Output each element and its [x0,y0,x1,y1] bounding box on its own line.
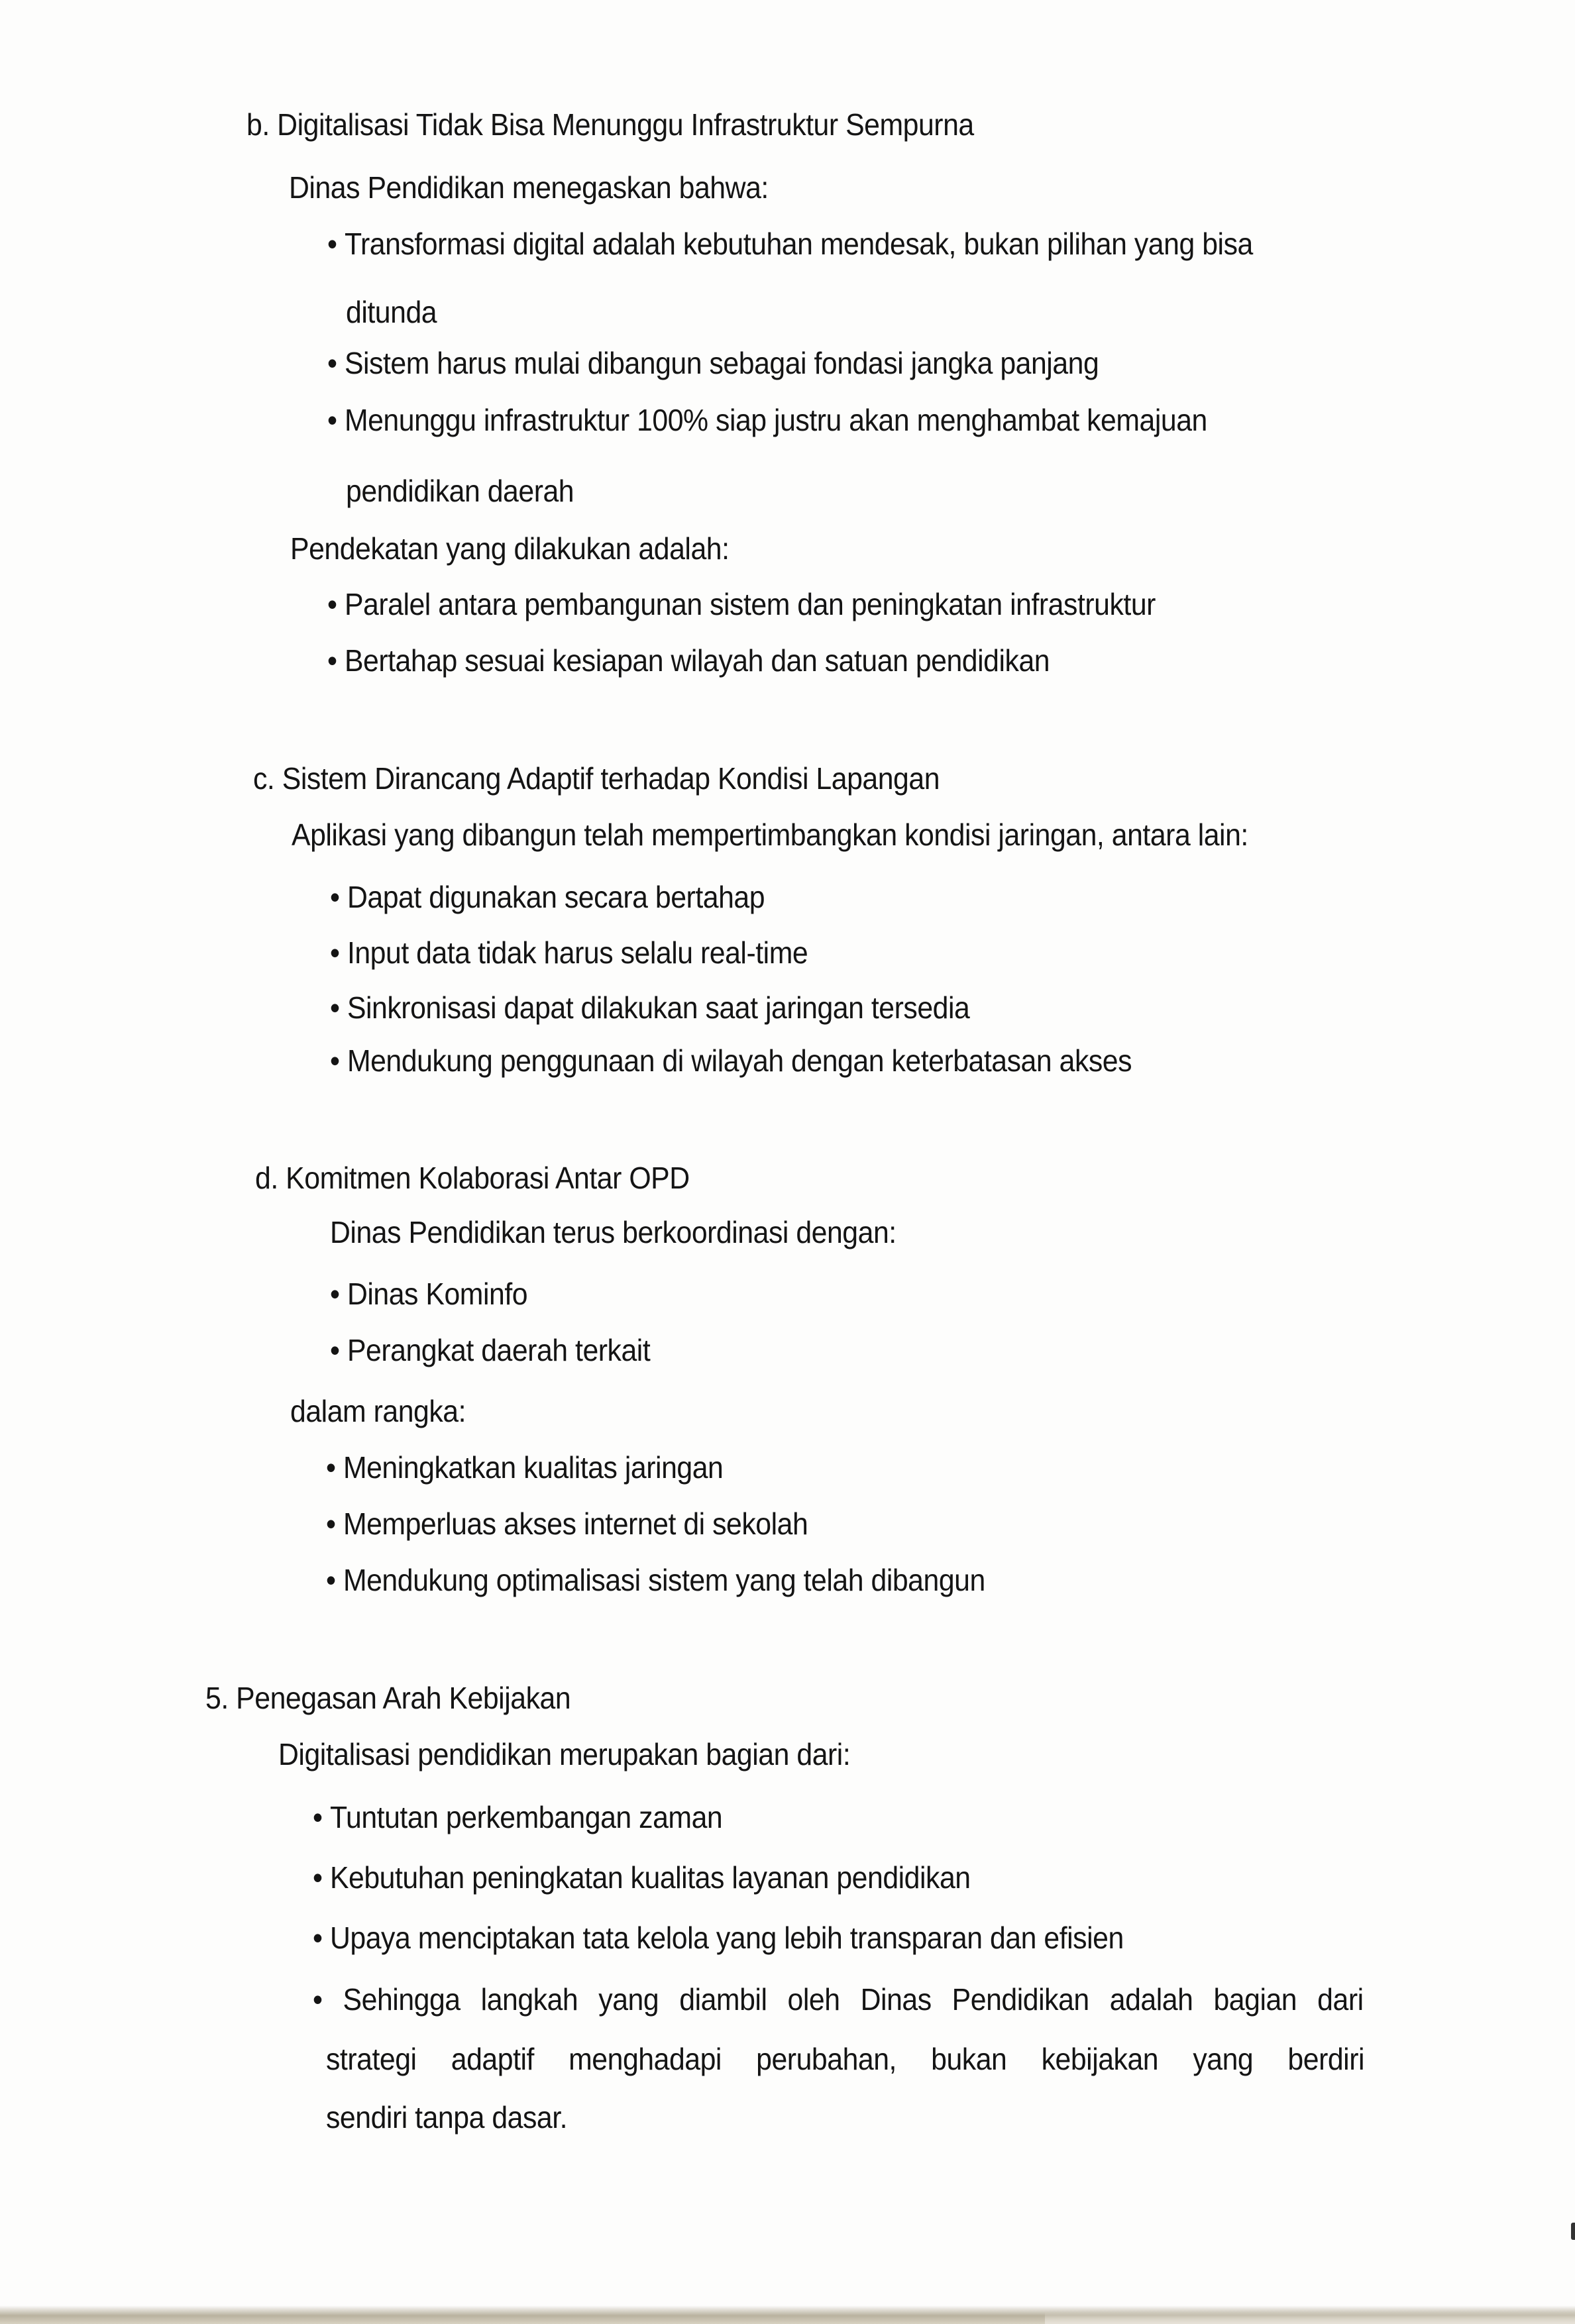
section-5-intro: Digitalisasi pendidikan merupakan bagian dari: [278,1737,851,1771]
list-item: • Upaya menciptakan tata kelola yang lebih transparan dan efisien [313,1919,1124,1956]
section-d-purpose-intro: dalam rangka: [290,1394,466,1428]
list-item: • Sehingga langkah yang diambil oleh Dinas Pendidikan adalah bagian dari [313,1981,1364,2018]
list-item: • Dinas Kominfo [330,1275,527,1312]
list-item-continuation: ditunda [346,295,437,329]
list-item: • Sinkronisasi dapat dilakukan saat jaringan tersedia [330,989,969,1026]
list-item: • Bertahap sesuai kesiapan wilayah dan satuan pendidikan [327,642,1050,679]
list-item: • Transformasi digital adalah kebutuhan mendesak, bukan pilihan yang bisa [327,225,1253,262]
section-c-heading: c. Sistem Dirancang Adaptif terhadap Kondisi Lapangan [253,761,940,796]
section-c-intro: Aplikasi yang dibangun telah mempertimbangkan kondisi jaringan, antara lain: [292,818,1248,852]
list-item: • Menunggu infrastruktur 100% siap justru akan menghambat kemajuan [327,401,1207,439]
list-item: • Perangkat daerah terkait [330,1332,650,1369]
list-item: • Input data tidak harus selalu real-time [330,934,808,971]
list-item-continuation: sendiri tanpa dasar. [326,2100,568,2135]
section-b-approach-intro: Pendekatan yang dilakukan adalah: [290,531,730,566]
section-d-heading: d. Komitmen Kolaborasi Antar OPD [255,1161,690,1195]
list-item: • Mendukung penggunaan di wilayah dengan keterbatasan akses [330,1042,1132,1079]
list-item: • Kebutuhan peningkatan kualitas layanan pendidikan [313,1859,971,1896]
list-item: • Tuntutan perkembangan zaman [313,1799,722,1836]
list-item: • Sistem harus mulai dibangun sebagai fondasi jangka panjang [327,344,1099,382]
scan-edge-mark [1571,2223,1575,2240]
list-item-continuation: pendidikan daerah [346,474,574,508]
section-5-heading: 5. Penegasan Arah Kebijakan [205,1681,571,1715]
scan-edge-shadow-right [1045,2312,1575,2324]
list-item: • Dapat digunakan secara bertahap [330,878,765,916]
list-item: • Mendukung optimalisasi sistem yang telah dibangun [326,1561,985,1599]
section-b-intro: Dinas Pendidikan menegaskan bahwa: [289,170,769,205]
section-b-heading: b. Digitalisasi Tidak Bisa Menunggu Infrastruktur Sempurna [246,107,974,142]
list-item: • Paralel antara pembangunan sistem dan peningkatan infrastruktur [327,586,1156,623]
section-d-intro: Dinas Pendidikan terus berkoordinasi dengan: [330,1215,896,1249]
list-item-continuation: strategi adaptif menghadapi perubahan, bukan kebijakan yang berdiri [326,2042,1365,2076]
list-item: • Memperluas akses internet di sekolah [326,1505,808,1542]
list-item: • Meningkatkan kualitas jaringan [326,1449,723,1486]
